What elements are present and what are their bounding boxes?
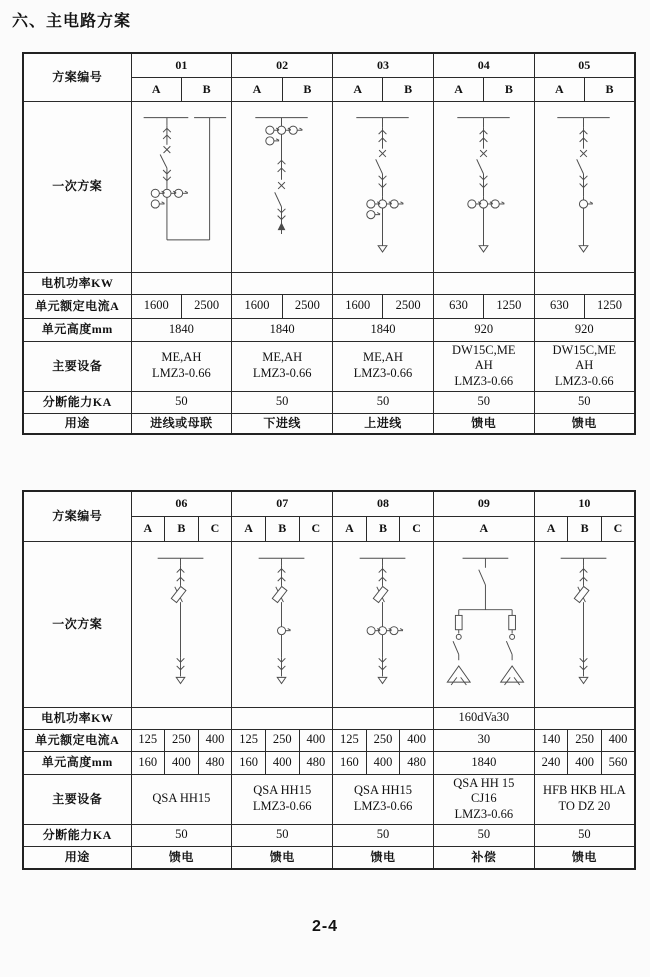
scheme-variant-letter: A [433,77,483,101]
unit-height-value: 1840 [333,318,434,341]
motor-power-value [333,707,434,729]
motor-power-label: 电机功率KW [23,707,131,729]
unit-height-value: 400 [265,751,299,774]
breaking-capacity-value: 50 [534,824,635,846]
equipment-line: DW15C,ME [552,342,617,357]
primary-scheme-diagram [131,101,232,272]
rated-current-value: 400 [299,729,333,751]
unit-height-value: 480 [198,751,232,774]
main-equipment-value [333,774,434,824]
scheme-variant-letter: A [232,516,266,541]
unit-height-value: 400 [366,751,400,774]
breaking-capacity-value: 50 [333,391,434,413]
breaking-capacity-value: 50 [131,824,232,846]
scheme-id: 09 [433,491,534,516]
motor-power-value [131,707,232,729]
unit-height-value: 1840 [232,318,333,341]
rated-current-value: 1250 [484,294,534,318]
primary-scheme-diagram [333,101,434,272]
scheme-id: 03 [333,53,434,77]
scheme-variant-letter: C [601,516,635,541]
equipment-line: CJ16 [470,791,497,806]
scheme-variant-letter: A [333,77,383,101]
rated-current-value: 400 [400,729,434,751]
breaking-capacity-value: 50 [131,391,232,413]
scheme-variant-letter: A [131,516,165,541]
purpose-value: 馈电 [534,413,635,434]
rated-current-value: 630 [433,294,483,318]
unit-height-label: 单元高度mm [23,751,131,774]
motor-power-value [534,707,635,729]
equipment-line: TO DZ 20 [558,799,611,813]
scheme-variant-letter: A [232,77,282,101]
main-equipment-value [433,774,534,824]
breaking-capacity-label: 分断能力KA [23,391,131,413]
equipment-line: ME,AH [262,350,303,365]
rated-current-value: 30 [433,729,534,751]
main-equipment-label: 主要设备 [23,341,131,391]
page-number: 2-4 [311,918,339,935]
motor-power-value [534,272,635,294]
purpose-label: 用途 [23,413,131,434]
motor-power-value [433,272,534,294]
equipment-line: DW15C,ME [451,342,516,357]
breaking-capacity-value: 50 [433,391,534,413]
purpose-value: 进线或母联 [131,413,232,434]
scheme-id: 07 [232,491,333,516]
rated-current-value: 400 [601,729,635,751]
unit-height-value: 400 [568,751,602,774]
circuit-diagram-feeder-1ct [535,103,633,270]
main-equipment-value [433,341,534,391]
equipment-line: ME,AH [161,350,202,365]
unit-height-value: 560 [601,751,635,774]
scheme-variant-letter: B [484,77,534,101]
unit-height-value: 240 [534,751,568,774]
breaking-capacity-label: 分断能力KA [23,824,131,846]
scheme-id: 05 [534,53,635,77]
breaking-capacity-value: 50 [232,391,333,413]
purpose-value: 馈电 [534,846,635,869]
main-equipment-value [131,341,232,391]
scheme-variant-letter: B [265,516,299,541]
unit-height-value: 1840 [131,318,232,341]
unit-height-value: 160 [232,751,266,774]
breaking-capacity-value: 50 [433,824,534,846]
breaking-capacity-value: 50 [232,824,333,846]
primary-scheme-diagram [232,101,333,272]
scheme-number-label: 方案编号 [23,491,131,541]
scheme-id: 06 [131,491,232,516]
rated-current-value: 125 [232,729,266,751]
scheme-id: 01 [131,53,232,77]
scheme-variant-letter: B [585,77,635,101]
circuit-diagram-top-incoming [334,103,432,270]
equipment-line: QSA HH 15 [453,775,515,790]
equipment-line: HFB HKB HLA [543,783,626,798]
scheme-variant-letter: A [534,77,584,101]
circuit-diagram-fuse-feeder-3ct [334,543,432,705]
scheme-table-06-10 [22,490,636,870]
motor-power-value [232,707,333,729]
unit-height-value: 400 [165,751,199,774]
equipment-line: AH [575,358,594,373]
scheme-variant-letter: A [131,77,181,101]
primary-scheme-diagram [433,541,534,707]
equipment-line: LMZ3-0.66 [252,366,312,380]
scheme-variant-letter: B [568,516,602,541]
purpose-value: 下进线 [232,413,333,434]
equipment-line: QSA HH15 [152,791,211,806]
scheme-variant-letter: B [181,77,231,101]
scheme-id: 02 [232,53,333,77]
rated-current-value: 2500 [383,294,433,318]
rated-current-value: 1600 [333,294,383,318]
main-equipment-value [131,774,232,824]
primary-scheme-diagram [534,541,635,707]
scheme-variant-letter: B [383,77,433,101]
equipment-line: QSA HH15 [354,783,413,798]
rated-current-label: 单元额定电流A [23,729,131,751]
equipment-line: LMZ3-0.66 [454,373,514,388]
purpose-value: 馈电 [131,846,232,869]
equipment-line: LMZ3-0.66 [353,799,413,813]
unit-height-value: 920 [433,318,534,341]
rated-current-value: 1600 [232,294,282,318]
rated-current-value: 125 [333,729,367,751]
rated-current-value: 630 [534,294,584,318]
primary-scheme-diagram [333,541,434,707]
circuit-diagram-fuse-feeder [132,543,230,705]
scheme-variant-letter: B [366,516,400,541]
main-equipment-value [333,341,434,391]
equipment-line: QSA HH15 [253,783,312,798]
rated-current-value: 250 [366,729,400,751]
rated-current-value: 2500 [282,294,332,318]
equipment-line: LMZ3-0.66 [353,366,413,380]
unit-height-value: 480 [299,751,333,774]
scheme-id: 04 [433,53,534,77]
motor-power-value: 160dVa30 [433,707,534,729]
equipment-line: AH [474,358,493,373]
rated-current-label: 单元额定电流A [23,294,131,318]
circuit-diagram-feeder-3ct [435,103,533,270]
purpose-label: 用途 [23,846,131,869]
unit-height-value: 160 [131,751,165,774]
equipment-line: LMZ3-0.66 [454,806,514,821]
scheme-variant-letter: B [165,516,199,541]
scheme-number-label: 方案编号 [23,53,131,101]
circuit-diagram-fuse-feeder-1ct [233,543,331,705]
scheme-variant-letter: A [433,516,534,541]
equipment-line: LMZ3-0.66 [554,373,614,388]
main-equipment-value [534,341,635,391]
primary-scheme-label: 一次方案 [23,101,131,272]
rated-current-value: 125 [131,729,165,751]
primary-scheme-diagram [433,101,534,272]
unit-height-value: 920 [534,318,635,341]
scheme-variant-letter: C [198,516,232,541]
primary-scheme-label: 一次方案 [23,541,131,707]
scheme-variant-letter: A [333,516,367,541]
rated-current-value: 1250 [585,294,635,318]
main-equipment-value [232,774,333,824]
purpose-value: 馈电 [333,846,434,869]
page-title: 六、主电路方案 [12,13,132,30]
purpose-value: 补偿 [433,846,534,869]
equipment-line: LMZ3-0.66 [152,366,211,380]
unit-height-value: 480 [400,751,434,774]
purpose-value: 馈电 [232,846,333,869]
scheme-id: 08 [333,491,434,516]
motor-power-value [333,272,434,294]
circuit-diagram-bottom-incoming [233,103,331,270]
breaking-capacity-value: 50 [333,824,434,846]
purpose-value: 上进线 [333,413,434,434]
scheme-variant-letter: B [282,77,332,101]
scheme-variant-letter: A [534,516,568,541]
motor-power-value [131,272,232,294]
breaking-capacity-value: 50 [534,391,635,413]
equipment-line: LMZ3-0.66 [252,799,312,813]
primary-scheme-diagram [232,541,333,707]
circuit-diagram-capacitor-compensation [435,543,533,705]
motor-power-label: 电机功率KW [23,272,131,294]
scheme-table-01-05 [22,52,636,435]
motor-power-value [232,272,333,294]
unit-height-value: 160 [333,751,367,774]
scheme-variant-letter: C [400,516,434,541]
purpose-value: 馈电 [433,413,534,434]
primary-scheme-diagram [131,541,232,707]
equipment-line: ME,AH [362,350,403,365]
rated-current-value: 400 [198,729,232,751]
scheme-variant-letter: C [299,516,333,541]
unit-height-label: 单元高度mm [23,318,131,341]
rated-current-value: 250 [568,729,602,751]
circuit-diagram-fuse-feeder [535,543,633,705]
rated-current-value: 250 [265,729,299,751]
unit-height-value: 1840 [433,751,534,774]
primary-scheme-diagram [534,101,635,272]
main-equipment-value [232,341,333,391]
main-equipment-value [534,774,635,824]
main-equipment-label: 主要设备 [23,774,131,824]
circuit-diagram-incoming-or-bustie [132,103,230,270]
rated-current-value: 1600 [131,294,181,318]
rated-current-value: 2500 [181,294,231,318]
rated-current-value: 140 [534,729,568,751]
scheme-id: 10 [534,491,635,516]
rated-current-value: 250 [165,729,199,751]
